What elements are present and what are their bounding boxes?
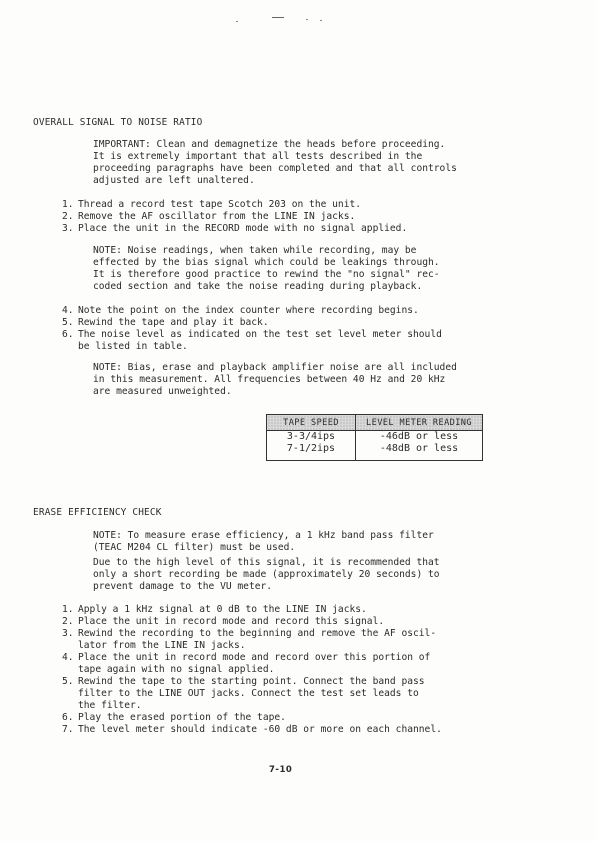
paragraph-line: prevent damage to the VU meter. bbox=[93, 581, 273, 592]
table-cell: -48dB or less bbox=[379, 443, 459, 454]
important-line: adjusted are left unaltered. bbox=[93, 175, 255, 186]
list-item bbox=[62, 305, 419, 317]
column-header-level-meter: LEVEL METER READING bbox=[356, 415, 483, 431]
filter-note bbox=[93, 530, 483, 554]
section-heading-erase: ERASE EFFICIENCY CHECK bbox=[33, 507, 162, 518]
paragraph-line: Due to the high level of this signal, it is recommended that bbox=[93, 557, 440, 568]
list-item bbox=[62, 211, 355, 223]
table-cell: -46dB or less bbox=[379, 431, 459, 442]
important-line: It is extremely important that all tests described in the bbox=[93, 151, 423, 162]
step-text: Rewind the tape and play it back. bbox=[78, 317, 269, 328]
table-header-row bbox=[267, 415, 483, 431]
step-text: Apply a 1 kHz signal at 0 dB to the LINE IN jacks. bbox=[78, 604, 367, 615]
column-header-tape-speed: TAPE SPEED bbox=[267, 415, 356, 431]
step-number: 2. bbox=[62, 616, 74, 627]
page-number: 7-10 bbox=[269, 765, 293, 775]
step-text: Place the unit in the RECORD mode with no signal applied. bbox=[78, 223, 408, 234]
step-text: Place the unit in record mode and record this signal. bbox=[78, 616, 385, 627]
step-text-continued: lator from the LINE IN jacks. bbox=[78, 640, 246, 651]
step-text: The level meter should indicate -60 dB or more on each channel. bbox=[78, 724, 442, 735]
section-heading-snr: OVERALL SIGNAL TO NOISE RATIO bbox=[33, 117, 203, 128]
scan-speck bbox=[306, 19, 308, 20]
important-line: IMPORTANT: Clean and demagnetize the heads before proceeding. bbox=[93, 139, 446, 150]
step-text: The noise level as indicated on the test set level meter should bbox=[78, 329, 442, 340]
note-line: (TEAC M204 CL filter) must be used. bbox=[93, 542, 296, 553]
important-line: proceeding paragraphs have been completed and that all controls bbox=[93, 163, 457, 174]
list-item bbox=[62, 628, 436, 640]
step-number: 1. bbox=[62, 199, 74, 210]
list-item bbox=[62, 652, 430, 664]
important-paragraph bbox=[93, 139, 483, 187]
step-text: Remove the AF oscillator from the LINE IN jacks. bbox=[78, 211, 356, 222]
note-line: are measured unweighted. bbox=[93, 386, 232, 397]
list-item bbox=[62, 604, 367, 616]
step-number: 5. bbox=[62, 676, 74, 687]
scan-speck bbox=[320, 20, 322, 21]
step-number: 5. bbox=[62, 317, 74, 328]
note-line: coded section and take the noise reading during playback. bbox=[93, 281, 423, 292]
table-row bbox=[267, 431, 483, 461]
step-number: 6. bbox=[62, 712, 74, 723]
noise-note bbox=[93, 245, 483, 293]
step-text: Play the erased portion of the tape. bbox=[78, 712, 286, 723]
step-number: 2. bbox=[62, 211, 74, 222]
step-number: 3. bbox=[62, 223, 74, 234]
note-line: NOTE: Bias, erase and playback amplifier noise are all included bbox=[93, 362, 457, 373]
step-text-continued: be listed in table. bbox=[78, 341, 188, 352]
scan-mark bbox=[272, 17, 284, 18]
step-text: Rewind the tape to the starting point. Connect the band pass bbox=[78, 676, 425, 687]
step-number: 7. bbox=[62, 724, 74, 735]
noise-level-table bbox=[266, 414, 483, 461]
step-number: 4. bbox=[62, 305, 74, 316]
step-number: 4. bbox=[62, 652, 74, 663]
scan-speck bbox=[236, 21, 238, 22]
list-item bbox=[62, 712, 286, 724]
list-item bbox=[62, 199, 361, 211]
note-line: effected by the bias signal which could be leakings through. bbox=[93, 257, 440, 268]
step-text-continued: tape again with no signal applied. bbox=[78, 664, 275, 675]
table-cell: 7-1/2ips bbox=[286, 443, 336, 454]
step-text: Rewind the recording to the beginning and remove the AF oscil- bbox=[78, 628, 437, 639]
list-item bbox=[62, 317, 269, 329]
list-item bbox=[62, 676, 425, 688]
tape-speed-cells bbox=[267, 431, 356, 461]
list-item bbox=[62, 329, 442, 341]
step-number: 1. bbox=[62, 604, 74, 615]
bias-note bbox=[93, 362, 483, 398]
note-line: It is therefore good practice to rewind the "no signal" rec- bbox=[93, 269, 440, 280]
list-item bbox=[62, 616, 384, 628]
note-line: in this measurement. All frequencies between 40 Hz and 20 kHz bbox=[93, 374, 446, 385]
level-reading-cells bbox=[356, 431, 483, 461]
step-text-continued: filter to the LINE OUT jacks. Connect the test set leads to bbox=[78, 688, 419, 699]
step-text: Place the unit in record mode and record over this portion of bbox=[78, 652, 431, 663]
step-text: Note the point on the index counter where recording begins. bbox=[78, 305, 419, 316]
note-line: NOTE: To measure erase efficiency, a 1 kHz band pass filter bbox=[93, 530, 434, 541]
step-number: 6. bbox=[62, 329, 74, 340]
warning-paragraph bbox=[93, 557, 483, 593]
list-item bbox=[62, 724, 442, 736]
step-text: Thread a record test tape Scotch 203 on the unit. bbox=[78, 199, 362, 210]
step-number: 3. bbox=[62, 628, 74, 639]
table-cell: 3-3/4ips bbox=[286, 431, 336, 442]
list-item bbox=[62, 223, 407, 235]
note-line: NOTE: Noise readings, when taken while recording, may be bbox=[93, 245, 417, 256]
paragraph-line: only a short recording be made (approximately 20 seconds) to bbox=[93, 569, 440, 580]
step-text-continued: the filter. bbox=[78, 700, 142, 711]
